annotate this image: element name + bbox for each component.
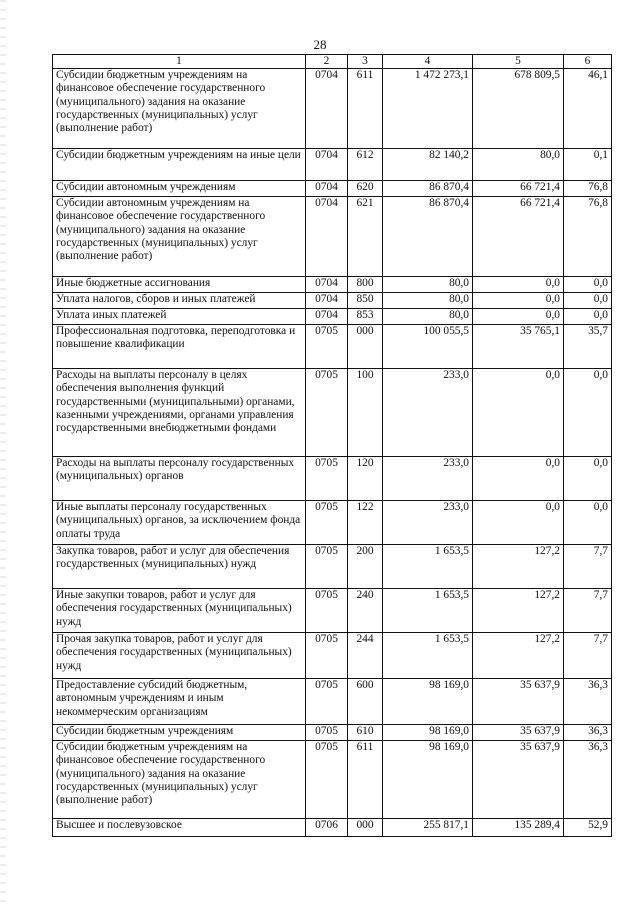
row-expense-type: 853: [348, 309, 383, 325]
row-planned: 255 817,1: [383, 819, 473, 837]
row-name: Субсидии бюджетным учреждениям на финансовое обеспечение государственного (муниципального) задания на оказание государственных (муниципальных) услуг (выполнение работ): [53, 741, 306, 819]
row-section: 0705: [306, 679, 348, 725]
table-row: [53, 293, 612, 309]
row-name: Иные выплаты персоналу государственных (муниципальных) органов, за исключением фонда оплаты труда: [53, 501, 306, 545]
row-executed: 127,2: [473, 545, 564, 589]
row-section: 0704: [306, 277, 348, 293]
row-section: 0704: [306, 309, 348, 325]
row-expense-type: 621: [348, 197, 383, 277]
table-row: [53, 325, 612, 369]
row-expense-type: 850: [348, 293, 383, 309]
row-percent: 52,9: [564, 819, 612, 837]
row-planned: 100 055,5: [383, 325, 473, 369]
row-name: Высшее и послевузовское: [53, 819, 306, 837]
row-planned: 98 169,0: [383, 741, 473, 819]
table-row: [53, 633, 612, 679]
row-name: Субсидии бюджетным учреждениям на иные цели: [53, 149, 306, 181]
row-percent: 0,0: [564, 293, 612, 309]
row-name: Иные бюджетные ассигнования: [53, 277, 306, 293]
row-percent: 0,1: [564, 149, 612, 181]
row-expense-type: 200: [348, 545, 383, 589]
table-row: [53, 819, 612, 837]
row-section: 0704: [306, 181, 348, 197]
row-planned: 1 653,5: [383, 545, 473, 589]
row-expense-type: 240: [348, 589, 383, 633]
row-name: Субсидии бюджетным учреждениям на финансовое обеспечение государственного (муниципального) задания на оказание государственных (муниципальных) услуг (выполнение работ): [53, 69, 306, 149]
row-section: 0705: [306, 501, 348, 545]
row-executed: 80,0: [473, 149, 564, 181]
row-executed: 135 289,4: [473, 819, 564, 837]
table-row: [53, 69, 612, 149]
row-executed: 678 809,5: [473, 69, 564, 149]
row-percent: 0,0: [564, 309, 612, 325]
row-section: 0704: [306, 149, 348, 181]
row-section: 0704: [306, 69, 348, 149]
budget-table: [52, 54, 612, 837]
row-percent: 35,7: [564, 325, 612, 369]
row-executed: 35 765,1: [473, 325, 564, 369]
row-percent: 0,0: [564, 501, 612, 545]
table-row: [53, 545, 612, 589]
col-header-2: 2: [306, 55, 348, 69]
row-name: Закупка товаров, работ и услуг для обеспечения государственных (муниципальных) нужд: [53, 545, 306, 589]
row-percent: 46,1: [564, 69, 612, 149]
row-executed: 0,0: [473, 369, 564, 457]
table-row: [53, 277, 612, 293]
row-percent: 36,3: [564, 741, 612, 819]
row-section: 0705: [306, 589, 348, 633]
row-name: Расходы на выплаты персоналу в целях обеспечения выполнения функций государственными (муниципальными) органами, казенными учреждениями, органами управления государственными внебюджетными фондами: [53, 369, 306, 457]
row-planned: 233,0: [383, 501, 473, 545]
row-name: Субсидии автономным учреждениям: [53, 181, 306, 197]
row-name: Уплата налогов, сборов и иных платежей: [53, 293, 306, 309]
row-expense-type: 100: [348, 369, 383, 457]
table-row: [53, 741, 612, 819]
row-name: Предоставление субсидий бюджетным, автономным учреждениям и иным некоммерческим организациям: [53, 679, 306, 725]
row-expense-type: 611: [348, 69, 383, 149]
col-header-3: 3: [348, 55, 383, 69]
row-executed: 127,2: [473, 633, 564, 679]
row-planned: 80,0: [383, 309, 473, 325]
row-percent: 76,8: [564, 181, 612, 197]
table-row: [53, 589, 612, 633]
table-header-row: [53, 55, 612, 69]
row-section: 0705: [306, 457, 348, 501]
scan-edge-artifact: [0, 0, 6, 905]
row-planned: 86 870,4: [383, 181, 473, 197]
row-section: 0705: [306, 741, 348, 819]
row-percent: 0,0: [564, 369, 612, 457]
col-header-5: 5: [473, 55, 564, 69]
row-percent: 76,8: [564, 197, 612, 277]
row-percent: 7,7: [564, 633, 612, 679]
row-expense-type: 612: [348, 149, 383, 181]
row-planned: 233,0: [383, 369, 473, 457]
row-planned: 82 140,2: [383, 149, 473, 181]
table-row: [53, 149, 612, 181]
row-planned: 233,0: [383, 457, 473, 501]
table-row: [53, 725, 612, 741]
col-header-1: 1: [53, 55, 306, 69]
row-name: Прочая закупка товаров, работ и услуг для обеспечения государственных (муниципальных) нужд: [53, 633, 306, 679]
table-body: [53, 69, 612, 837]
row-percent: 36,3: [564, 679, 612, 725]
row-executed: 0,0: [473, 501, 564, 545]
table-row: [53, 457, 612, 501]
row-section: 0704: [306, 197, 348, 277]
row-name: Субсидии автономным учреждениям на финансовое обеспечение государственного (муниципального) задания на оказание государственных (муниципальных) услуг (выполнение работ): [53, 197, 306, 277]
row-executed: 35 637,9: [473, 679, 564, 725]
row-planned: 80,0: [383, 277, 473, 293]
table-row: [53, 369, 612, 457]
row-percent: 36,3: [564, 725, 612, 741]
table-row: [53, 309, 612, 325]
row-expense-type: 244: [348, 633, 383, 679]
row-name: Уплата иных платежей: [53, 309, 306, 325]
table-row: [53, 197, 612, 277]
row-expense-type: 600: [348, 679, 383, 725]
row-section: 0705: [306, 325, 348, 369]
row-percent: 7,7: [564, 589, 612, 633]
row-section: 0706: [306, 819, 348, 837]
row-section: 0705: [306, 725, 348, 741]
row-expense-type: 800: [348, 277, 383, 293]
table-row: [53, 679, 612, 725]
row-expense-type: 610: [348, 725, 383, 741]
row-planned: 98 169,0: [383, 725, 473, 741]
page-number: 28: [313, 37, 327, 52]
row-section: 0704: [306, 293, 348, 309]
row-percent: 0,0: [564, 277, 612, 293]
row-executed: 0,0: [473, 457, 564, 501]
row-expense-type: 611: [348, 741, 383, 819]
row-expense-type: 122: [348, 501, 383, 545]
row-section: 0705: [306, 369, 348, 457]
row-expense-type: 620: [348, 181, 383, 197]
table-row: [53, 181, 612, 197]
row-percent: 0,0: [564, 457, 612, 501]
row-name: Субсидии бюджетным учреждениям: [53, 725, 306, 741]
row-name: Иные закупки товаров, работ и услуг для обеспечения государственных (муниципальных) нужд: [53, 589, 306, 633]
row-executed: 66 721,4: [473, 197, 564, 277]
row-executed: 35 637,9: [473, 741, 564, 819]
col-header-6: 6: [564, 55, 612, 69]
col-header-4: 4: [383, 55, 473, 69]
row-planned: 1 653,5: [383, 633, 473, 679]
row-percent: 7,7: [564, 545, 612, 589]
row-planned: 1 472 273,1: [383, 69, 473, 149]
row-expense-type: 000: [348, 325, 383, 369]
row-executed: 66 721,4: [473, 181, 564, 197]
row-planned: 1 653,5: [383, 589, 473, 633]
row-expense-type: 000: [348, 819, 383, 837]
row-section: 0705: [306, 545, 348, 589]
row-expense-type: 120: [348, 457, 383, 501]
table-row: [53, 501, 612, 545]
row-planned: 98 169,0: [383, 679, 473, 725]
row-executed: 0,0: [473, 309, 564, 325]
row-section: 0705: [306, 633, 348, 679]
row-executed: 127,2: [473, 589, 564, 633]
row-planned: 86 870,4: [383, 197, 473, 277]
row-executed: 35 637,9: [473, 725, 564, 741]
row-executed: 0,0: [473, 293, 564, 309]
row-name: Расходы на выплаты персоналу государственных (муниципальных) органов: [53, 457, 306, 501]
row-name: Профессиональная подготовка, переподготовка и повышение квалификации: [53, 325, 306, 369]
row-executed: 0,0: [473, 277, 564, 293]
row-planned: 80,0: [383, 293, 473, 309]
